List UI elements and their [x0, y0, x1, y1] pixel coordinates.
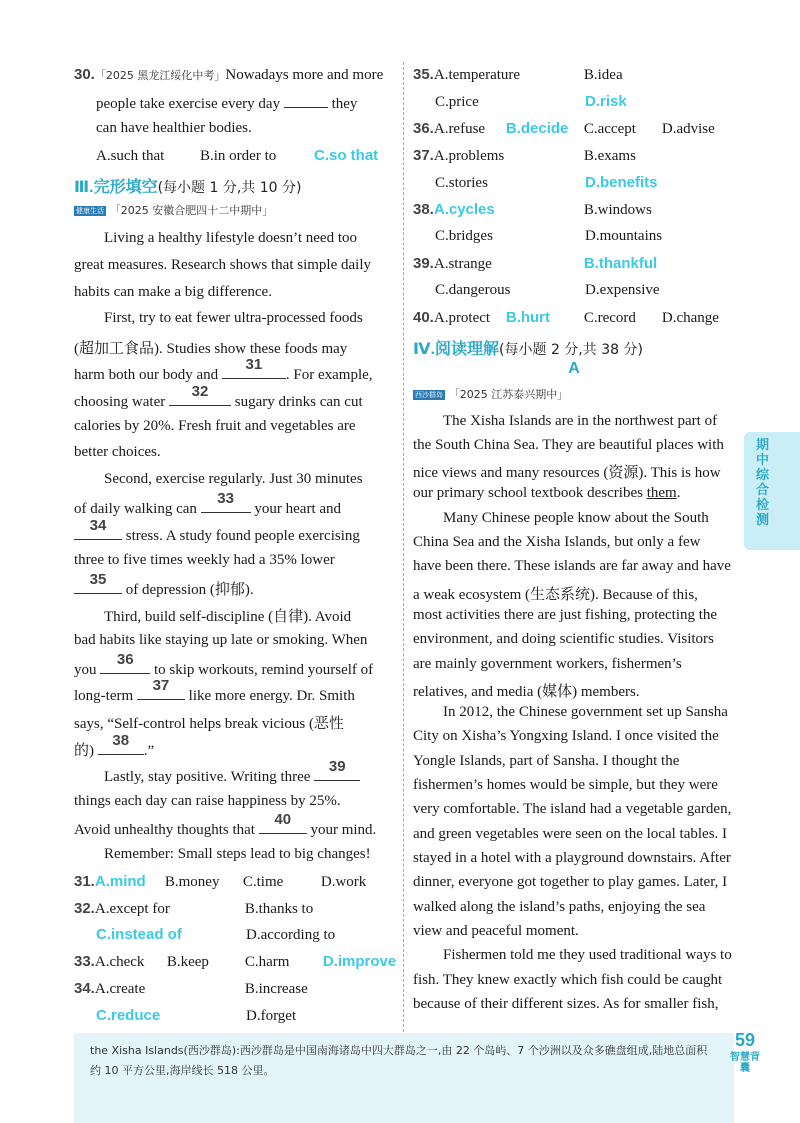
passage-line: Lastly, stay positive. Writing three 39 — [104, 766, 360, 786]
section4-tag: 西沙群岛 — [415, 390, 443, 399]
q32-options-2: C.instead of D.according to — [96, 926, 336, 943]
reading-line: have been there. These islands are far away and have — [413, 558, 731, 574]
blank-39: 39 — [314, 766, 360, 781]
section4-score: (每小题 2 分,共 38 分) — [499, 342, 643, 358]
reading-line: because of their different sizes. As for smaller fish, — [413, 996, 719, 1012]
blank-31: 31 — [222, 364, 286, 379]
blank-38: 38 — [98, 740, 144, 755]
reading-line: most activities there are just fishing, protecting the — [413, 607, 718, 623]
q38-options: 38.A.cycles B.windows — [413, 201, 652, 218]
reading-line: China Sea and the Xisha Islands, but only a few — [413, 534, 701, 550]
passage-line: better choices. — [74, 444, 161, 460]
section3-tag: 健康生活 — [76, 206, 104, 215]
q30-line2: people take exercise every day they — [96, 93, 357, 113]
section4-part: A — [568, 360, 580, 377]
q39-options: 39.A.strange B.thankful — [413, 255, 658, 272]
q30-options — [96, 147, 378, 165]
reading-line: In 2012, the Chinese government set up Sansha — [443, 704, 728, 720]
section4-source-line — [413, 386, 568, 403]
section4-source: 「2025 江苏泰兴期中」 — [448, 388, 569, 401]
passage-line: Avoid unhealthy thoughts that 40 your mind. — [74, 811, 377, 838]
passage-line: says, “Self-control helps break vicious (恶性 — [74, 716, 344, 732]
q30-line1 — [74, 66, 383, 84]
reading-line: a weak ecosystem (生态系统). Because of this, — [413, 587, 698, 603]
brand-label: 智慧背囊 — [730, 1052, 760, 1074]
q31-options: 31.A.mind B.money C.time D.work — [74, 873, 367, 890]
passage-line: you 36 to skip workouts, remind yourself of — [74, 651, 374, 678]
q33-options: 33.A.check B.keep C.harm D.improve — [74, 953, 397, 970]
q30-blank — [284, 93, 328, 108]
passage-line: things each day can raise happiness by 25%. — [74, 793, 341, 809]
reading-line: fish. They knew exactly which fish could be caught — [413, 972, 723, 988]
passage-line: calories by 20%. Fresh fruit and vegetables are — [74, 418, 356, 434]
reading-line: are mainly government workers, fishermen’s — [413, 656, 682, 672]
q34-options-2: C.reduce D.forget — [96, 1007, 297, 1024]
passage-line: 34 stress. A study found people exercising — [74, 525, 360, 545]
section3-score: (每小题 1 分,共 10 分) — [157, 180, 302, 196]
q39-options-2: C.dangerous D.expensive — [435, 282, 660, 298]
q38-options-2: C.bridges D.mountains — [435, 228, 663, 244]
underlined-them: them — [646, 485, 677, 501]
passage-line: habits can make a big difference. — [74, 284, 272, 300]
q34-options: 34.A.create B.increase — [74, 980, 308, 997]
q30-text1: Nowadays more and more — [225, 67, 384, 83]
passage-line: 的) 38 .” — [74, 732, 155, 759]
footer-note-box — [74, 1033, 734, 1123]
reading-line: relatives, and media (媒体) members. — [413, 684, 640, 700]
blank-35: 35 — [74, 579, 122, 594]
reading-line: dinner, everyone got together to play games. Later, I — [413, 874, 728, 890]
reading-line: walked along the island’s paths, enjoying the sea — [413, 899, 706, 915]
q30-number: 30. — [74, 66, 95, 83]
reading-line: and green vegetables were seen on the local tables. I — [413, 826, 728, 842]
passage-line: Third, build self-discipline (自律). Avoid — [104, 609, 352, 625]
passage-line: great measures. Research shows that simple daily — [74, 257, 371, 273]
passage-line: of daily walking can 33 your heart and — [74, 490, 342, 517]
reading-line: stayed in a hotel with a playground downstairs. After — [413, 850, 731, 866]
blank-34: 34 — [74, 525, 122, 540]
reading-line: the South China Sea. They are beautiful places with — [413, 437, 724, 453]
q36-options: 36.A.refuse B.decide C.accept D.advise — [413, 120, 715, 137]
reading-line: view and peaceful moment. — [413, 923, 579, 939]
reading-line: nice views and many resources (资源). This is how — [413, 465, 721, 481]
q30-option-b: B.in order to — [200, 148, 277, 164]
sidebar-tab — [744, 432, 800, 550]
page-number: 59 — [735, 1030, 756, 1050]
reading-line: our primary school textbook describes them. — [413, 485, 681, 501]
passage-line: long-term 37 like more energy. Dr. Smith — [74, 677, 355, 704]
section3-source-line — [74, 202, 273, 219]
passage-line: (超加工食品). Studies show these foods may — [74, 341, 348, 357]
reading-line: City on Xisha’s Yongxing Island. I once visited the — [413, 728, 719, 744]
blank-40: 40 — [259, 819, 307, 834]
column-divider — [403, 62, 404, 1032]
reading-line: environment, and doing scientific studies. Visitors — [413, 631, 714, 647]
section3-heading — [74, 174, 301, 197]
q35-options-2: C.price D.risk — [435, 93, 627, 110]
q35-options: 35.A.temperature B.idea — [413, 66, 623, 83]
passage-line: choosing water 32 sugary drinks can cut — [74, 383, 363, 410]
section3-title: Ⅲ.完形填空 — [74, 179, 158, 196]
section3-source: 「2025 安徽合肥四十二中期中」 — [109, 204, 274, 217]
passage-line: Second, exercise regularly. Just 30 minutes — [104, 471, 363, 487]
reading-line: Many Chinese people know about the South — [443, 510, 709, 526]
reading-line: very comfortable. The island had a vegetable garden, — [413, 801, 732, 817]
passage-line: First, try to eat fewer ultra-processed foods — [104, 310, 363, 326]
q32-options: 32.A.except for B.thanks to — [74, 900, 314, 917]
passage-line: bad habits like staying up late or smoking. When — [74, 632, 368, 648]
q37-options: 37.A.problems B.exams — [413, 147, 636, 164]
section4-heading — [413, 336, 643, 359]
section4-title: Ⅳ.阅读理解 — [413, 341, 500, 358]
blank-37: 37 — [137, 685, 185, 700]
q30-option-c: C.so that — [314, 147, 379, 164]
reading-line: Fishermen told me they used traditional ways to — [443, 947, 732, 963]
passage-line: Remember: Small steps lead to big changes! — [104, 846, 371, 862]
footer-note: the Xisha Islands(西沙群岛):西沙群岛是中国南海诸岛中四大群岛之一,由 22 个岛屿、7 个沙洲以及众多礁盘组成,陆地总面积约 10 平方公里,海岸线长 518 公里。 — [90, 1044, 708, 1077]
passage-line: harm both our body and 31 . For example, — [74, 356, 373, 383]
q30-option-a: A.such that — [96, 148, 165, 164]
reading-line: Yongle Islands, part of Sansha. I thought the — [413, 753, 680, 769]
q30-source: 「2025 黑龙江绥化中考」 — [94, 69, 226, 82]
passage-line: three to five times weekly had a 35% lower — [74, 552, 335, 568]
blank-32: 32 — [169, 391, 231, 406]
q37-options-2: C.stories D.benefits — [435, 174, 658, 191]
reading-line: The Xisha Islands are in the northwest part of — [443, 413, 718, 429]
blank-33: 33 — [201, 498, 251, 513]
blank-36: 36 — [100, 659, 150, 674]
passage-line: 35 of depression (抑郁). — [74, 578, 254, 599]
q30-line3: can have healthier bodies. — [96, 120, 252, 136]
reading-line: fishermen’s homes would be simple, but they were — [413, 777, 718, 793]
q40-options: 40.A.protect B.hurt C.record D.change — [413, 309, 719, 326]
passage-line: Living a healthy lifestyle doesn’t need too — [104, 230, 357, 246]
sidebar-label: 期中综合检测 — [756, 438, 770, 528]
